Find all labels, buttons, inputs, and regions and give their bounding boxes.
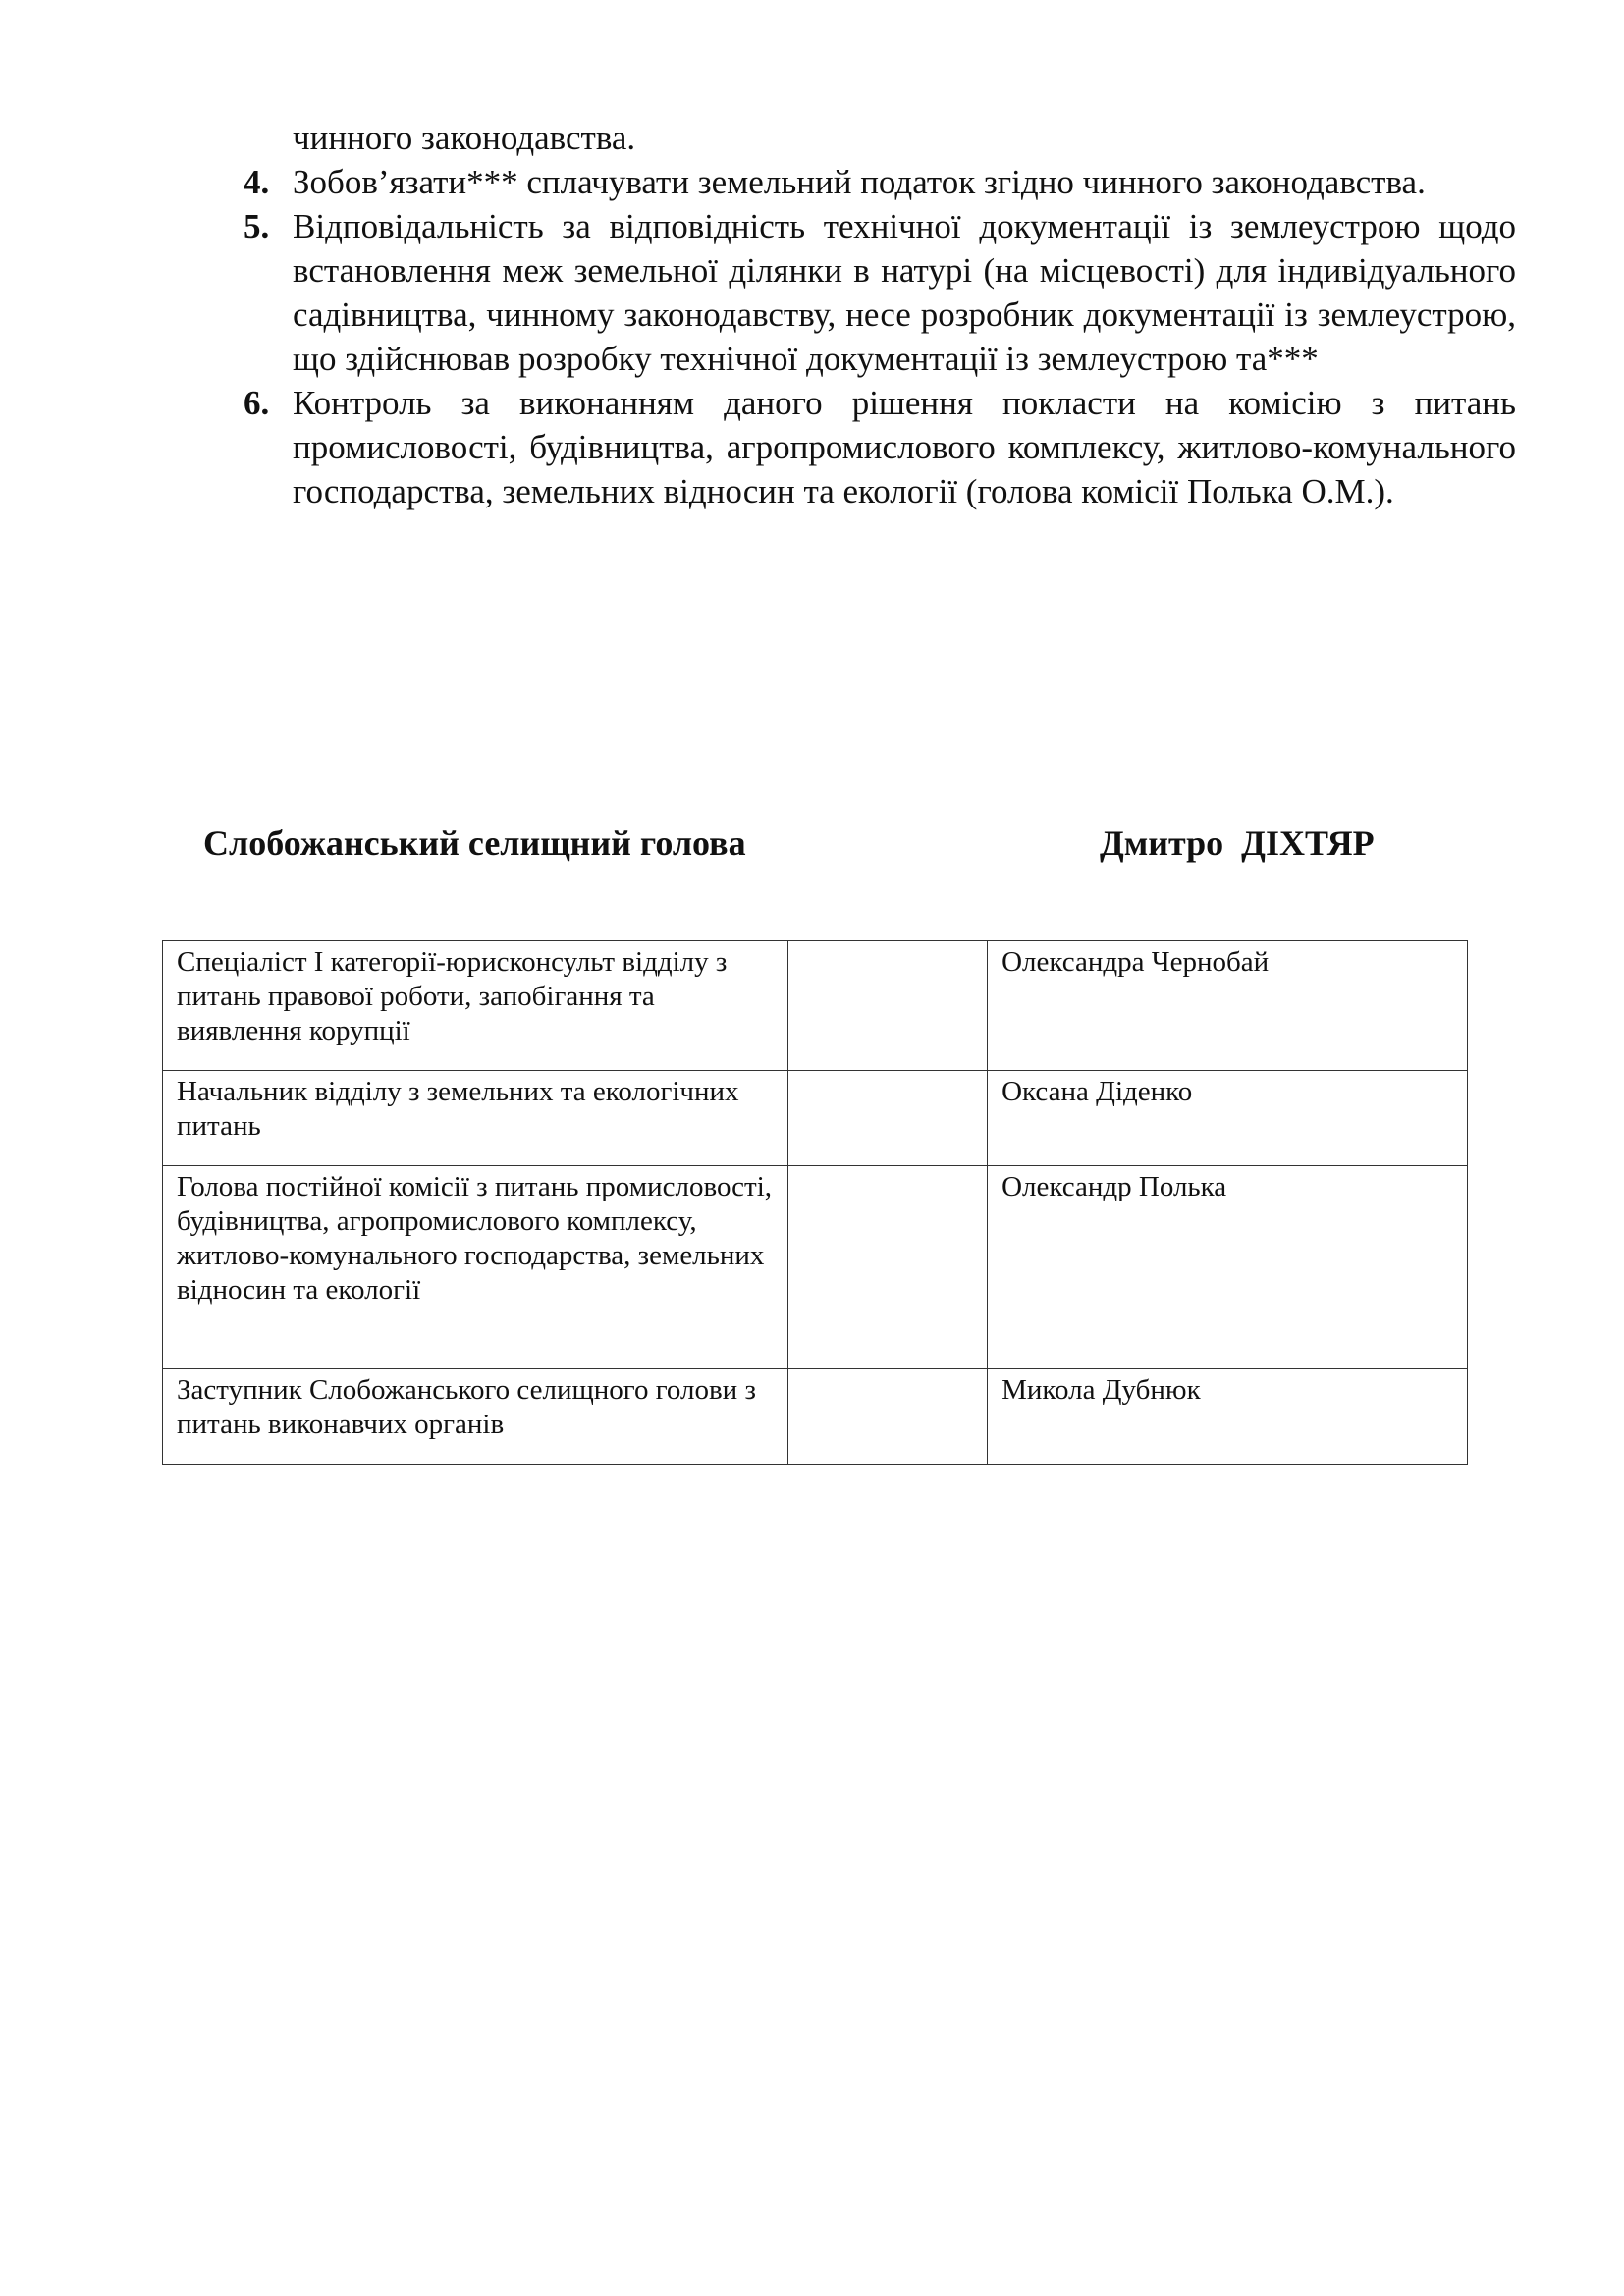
signature-cell bbox=[787, 941, 987, 1071]
signatory-name: Дмитро ДІХТЯР bbox=[1100, 824, 1375, 863]
approvals-table bbox=[162, 940, 1468, 1465]
decision-list bbox=[244, 116, 1516, 513]
list-continuation: чинного законодавства. bbox=[293, 119, 636, 157]
list-item-text: Відповідальність за відповідність технічної документації із землеустрою щодо встановлення меж земельної ділянки в натурі (на місцевості) для індивідуального садівництва, чинному законодавству, несе розробник документації із землеустрою, що здійснював розробку технічної документації із землеустрою та*** bbox=[293, 207, 1516, 378]
list-item-5 bbox=[244, 204, 1516, 381]
signature-cell bbox=[787, 1369, 987, 1465]
signatory-position: Слобожанський селищний голова bbox=[203, 824, 746, 863]
table-row bbox=[163, 1166, 1468, 1369]
approver-name: Олександра Чернобай bbox=[988, 941, 1468, 1071]
list-item-text: Зобов’язати*** сплачувати земельний податок згідно чинного законодавства. bbox=[293, 163, 1426, 201]
list-item-number: 4. bbox=[244, 163, 270, 201]
signature-cell bbox=[787, 1166, 987, 1369]
approver-name: Оксана Діденко bbox=[988, 1071, 1468, 1166]
approver-position: Начальник відділу з земельних та екологічних питань bbox=[163, 1071, 788, 1166]
table-row bbox=[163, 1369, 1468, 1465]
list-item-4 bbox=[244, 160, 1516, 204]
signature-cell bbox=[787, 1071, 987, 1166]
approver-position: Заступник Слобожанського селищного голови з питань виконавчих органів bbox=[163, 1369, 788, 1465]
table-row bbox=[163, 941, 1468, 1071]
list-item-number: 5. bbox=[244, 207, 270, 245]
approver-position: Голова постійної комісії з питань промисловості, будівництва, агропромислового комплексу, житлово-комунального господарства, земельних відносин та екології bbox=[163, 1166, 788, 1369]
list-item-text: Контроль за виконанням даного рішення покласти на комісію з питань промисловості, будівництва, агропромислового комплексу, житлово-комунального господарства, земельних відносин та екології (голова комісії Полька О.М.). bbox=[293, 384, 1516, 510]
list-item-number: 6. bbox=[244, 384, 270, 422]
approver-name: Олександр Полька bbox=[988, 1166, 1468, 1369]
list-item-6 bbox=[244, 381, 1516, 513]
approver-position: Спеціаліст І категорії-юрисконсульт відділу з питань правової роботи, запобігання та виявлення корупції bbox=[163, 941, 788, 1071]
table-row bbox=[163, 1071, 1468, 1166]
approver-name: Микола Дубнюк bbox=[988, 1369, 1468, 1465]
